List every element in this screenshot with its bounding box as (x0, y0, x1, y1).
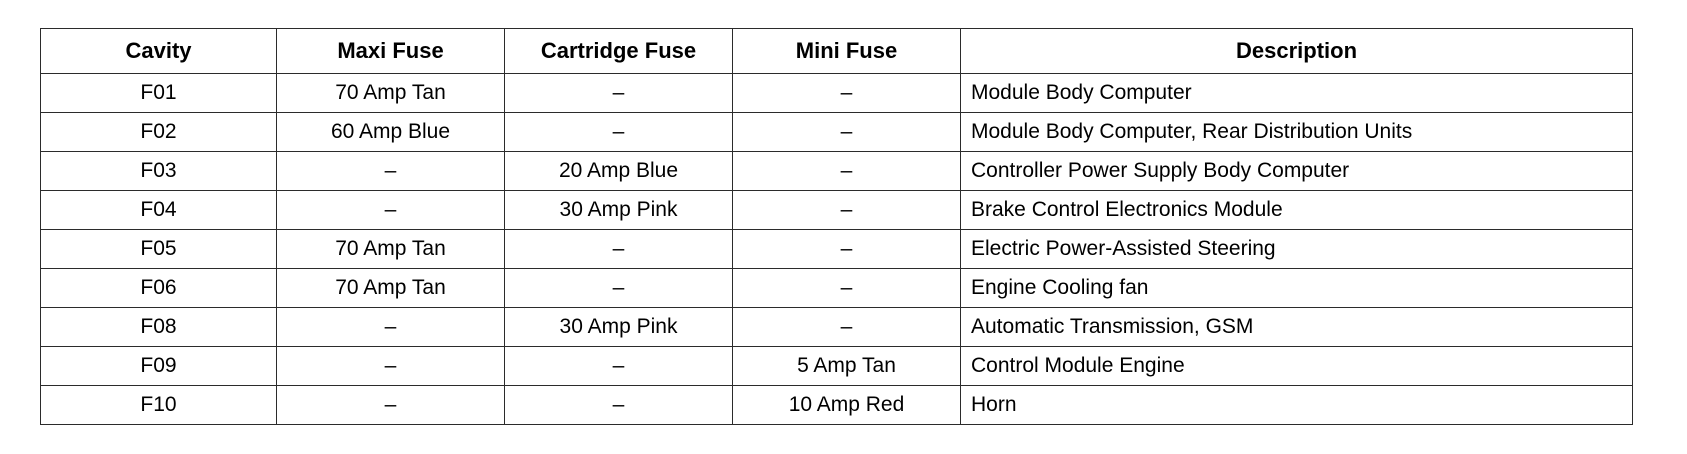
table-row (41, 230, 1633, 269)
cell-maxi: 70 Amp Tan (277, 74, 505, 113)
table-header-row (41, 29, 1633, 74)
cell-mini: – (733, 113, 961, 152)
cell-cavity: F01 (41, 74, 277, 113)
column-header-cartridge-fuse: Cartridge Fuse (505, 29, 733, 74)
cell-cartridge: – (505, 386, 733, 425)
table-row (41, 74, 1633, 113)
cell-mini: – (733, 191, 961, 230)
cell-mini: – (733, 269, 961, 308)
cell-cartridge: – (505, 113, 733, 152)
cell-maxi: – (277, 308, 505, 347)
table-row (41, 308, 1633, 347)
cell-description: Control Module Engine (961, 347, 1633, 386)
cell-mini: – (733, 74, 961, 113)
table-row (41, 269, 1633, 308)
cell-maxi: – (277, 152, 505, 191)
cell-cavity: F08 (41, 308, 277, 347)
cell-cartridge: 30 Amp Pink (505, 191, 733, 230)
cell-cartridge: – (505, 269, 733, 308)
cell-cartridge: 30 Amp Pink (505, 308, 733, 347)
cell-description: Horn (961, 386, 1633, 425)
cell-cavity: F09 (41, 347, 277, 386)
table-row (41, 152, 1633, 191)
cell-cartridge: 20 Amp Blue (505, 152, 733, 191)
cell-cartridge: – (505, 347, 733, 386)
cell-mini: 10 Amp Red (733, 386, 961, 425)
cell-description: Controller Power Supply Body Computer (961, 152, 1633, 191)
column-header-maxi-fuse: Maxi Fuse (277, 29, 505, 74)
cell-maxi: 70 Amp Tan (277, 230, 505, 269)
cell-maxi: – (277, 386, 505, 425)
cell-cavity: F10 (41, 386, 277, 425)
table-row (41, 347, 1633, 386)
cell-cavity: F06 (41, 269, 277, 308)
cell-cavity: F04 (41, 191, 277, 230)
cell-description: Electric Power-Assisted Steering (961, 230, 1633, 269)
cell-description: Brake Control Electronics Module (961, 191, 1633, 230)
cell-mini: 5 Amp Tan (733, 347, 961, 386)
column-header-description: Description (961, 29, 1633, 74)
cell-mini: – (733, 152, 961, 191)
cell-cartridge: – (505, 74, 733, 113)
cell-maxi: 70 Amp Tan (277, 269, 505, 308)
cell-maxi: – (277, 347, 505, 386)
cell-cavity: F05 (41, 230, 277, 269)
cell-description: Engine Cooling fan (961, 269, 1633, 308)
table-row (41, 386, 1633, 425)
cell-cavity: F02 (41, 113, 277, 152)
column-header-mini-fuse: Mini Fuse (733, 29, 961, 74)
table-row (41, 191, 1633, 230)
fuse-assignment-table (40, 28, 1633, 425)
cell-description: Automatic Transmission, GSM (961, 308, 1633, 347)
cell-maxi: – (277, 191, 505, 230)
cell-mini: – (733, 230, 961, 269)
cell-cavity: F03 (41, 152, 277, 191)
table-row (41, 113, 1633, 152)
cell-maxi: 60 Amp Blue (277, 113, 505, 152)
table-body (41, 74, 1633, 425)
cell-description: Module Body Computer (961, 74, 1633, 113)
column-header-cavity: Cavity (41, 29, 277, 74)
table-header (41, 29, 1633, 74)
cell-description: Module Body Computer, Rear Distribution Units (961, 113, 1633, 152)
cell-mini: – (733, 308, 961, 347)
cell-cartridge: – (505, 230, 733, 269)
